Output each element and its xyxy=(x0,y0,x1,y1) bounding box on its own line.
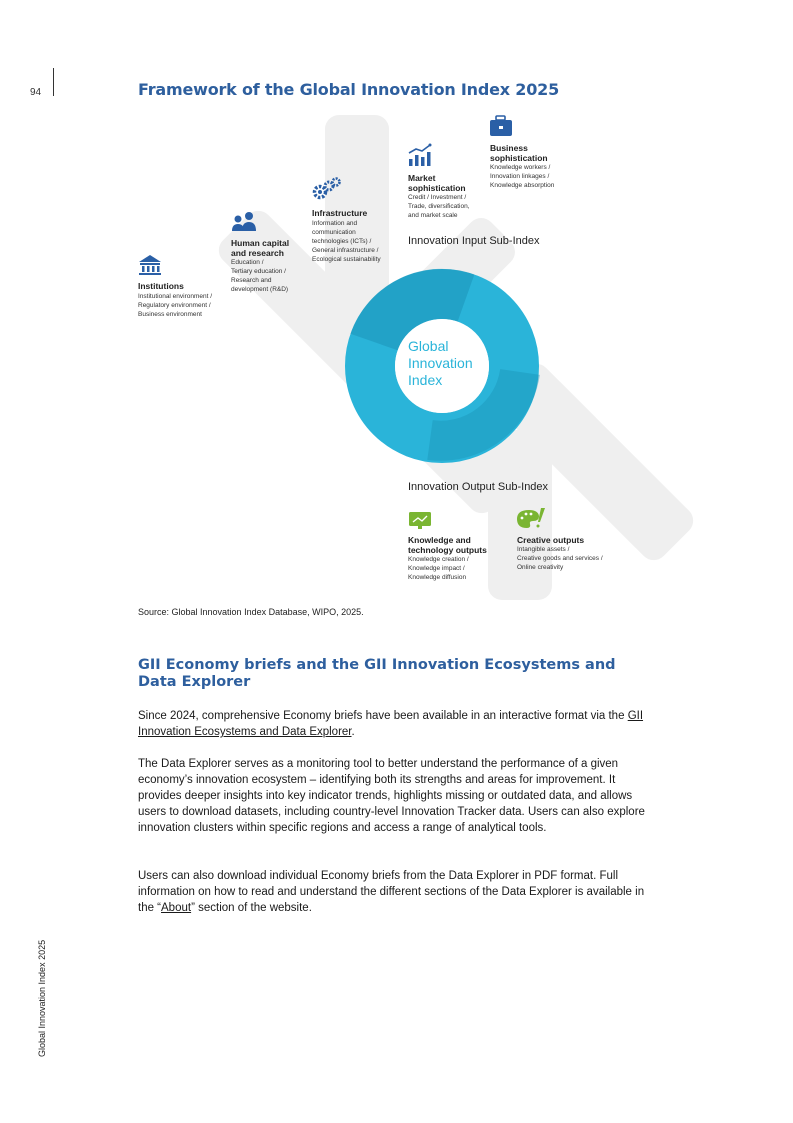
pillar-creative-outputs-name: Creative outputs xyxy=(517,535,585,545)
section-heading: GII Economy briefs and the GII Innovation Ecosystems and Data Explorer xyxy=(138,657,616,690)
gii-center-label xyxy=(408,338,508,389)
page-number: 94 xyxy=(30,87,42,98)
pillar-market-sophistication-name: Market sophistication xyxy=(408,173,466,193)
pillar-knowledge-outputs-name: Knowledge and technology outputs xyxy=(408,535,487,555)
pillar-market-sophistication-details: Credit / Investment / Trade, diversification, and market scale xyxy=(408,194,470,219)
pillar-creative-outputs-details: Intangible assets / Creative goods and services / Online creativity xyxy=(517,546,603,571)
running-footer: Global Innovation Index 2025 xyxy=(37,939,47,1057)
gii-center-line: Innovation xyxy=(408,355,473,371)
paragraph-data-explorer: The Data Explorer serves as a monitoring tool to better understand the performance of a given economy’s innovation ecosystem – identifying both its strengths and areas for improvement. It provides deeper insights into key indicator trends, highlights missing or outdated data, and allows users to download datasets, including country-level Innovation Tracker data. Users can also explore innovation clusters within specific regions and access a range of analytical tools. xyxy=(138,758,645,834)
presentation-icon xyxy=(409,512,431,529)
framework-title: Framework of the Global Innovation Index 2025 xyxy=(138,80,560,99)
pillar-human-capital-details: Education / Tertiary education / Research and development (R&D) xyxy=(231,259,289,293)
pillar-infrastructure-details: Information and communication technologies (ICTs) / General infrastructure / Ecological sustainability xyxy=(312,220,381,263)
figure-source: Source: Global Innovation Index Database, WIPO, 2025. xyxy=(138,607,364,617)
pillar-knowledge-outputs-details: Knowledge creation / Knowledge impact / Knowledge diffusion xyxy=(408,556,469,581)
bank-icon xyxy=(139,255,161,275)
pillar-institutions-details: Institutional environment / Regulatory environment / Business environment xyxy=(138,293,213,318)
pillar-business-sophistication-details: Knowledge workers / Innovation linkages / Knowledge absorption xyxy=(490,164,555,189)
input-subindex-label: Innovation Input Sub-Index xyxy=(408,235,540,247)
output-subindex-label: Innovation Output Sub-Index xyxy=(408,481,549,493)
paragraph-intro: Since 2024, comprehensive Economy briefs have been available in an interactive format via the GII Innovation Ecosystems and Data Explorer. xyxy=(138,710,644,738)
chart-icon xyxy=(409,144,432,167)
pillar-human-capital-name: Human capital and research xyxy=(231,238,290,258)
briefcase-icon xyxy=(490,116,512,136)
gii-center-line: Global xyxy=(408,338,449,354)
pillar-infrastructure-name: Infrastructure xyxy=(312,208,368,218)
pillar-business-sophistication-name: Business sophistication xyxy=(490,143,548,163)
gii-center-line: Index xyxy=(408,372,443,388)
data-explorer-link[interactable]: GII Innovation Ecosystems and Data Explorer xyxy=(138,710,644,738)
pillar-institutions-name: Institutions xyxy=(138,281,184,291)
paragraph-download: Users can also download individual Economy briefs from the Data Explorer in PDF format. Full information on how to read and understand the different sections of the Data Explorer is available in the “About” section of the website. xyxy=(138,870,645,914)
about-link[interactable]: About xyxy=(161,902,192,914)
